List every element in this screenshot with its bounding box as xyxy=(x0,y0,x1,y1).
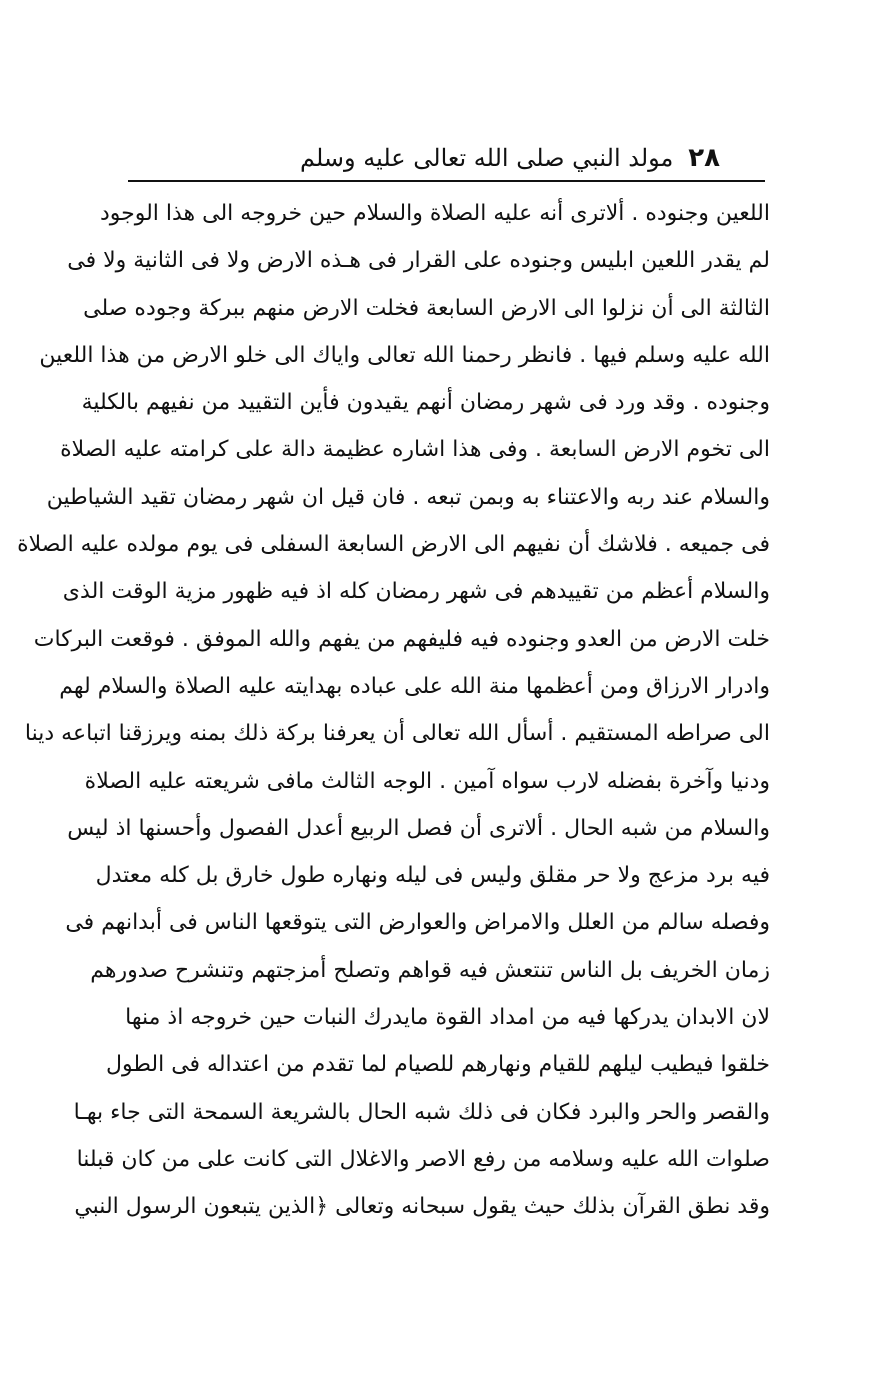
running-title: مولد النبي صلى الله تعالى عليه وسلم xyxy=(300,144,674,172)
text-line: وقد نطق القرآن بذلك حيث يقول سبحانه وتعالى ﴿الذين يتبعون الرسول النبي xyxy=(74,1194,770,1220)
text-line: خلت الارض من العدو وجنوده فيه فليفهم من يفهم والله الموفق . فوقعت البركات xyxy=(33,626,770,652)
text-line: زمان الخريف بل الناس تنتعش فيه قواهم وتصلح أمزجتهم وتنشرح صدورهم xyxy=(90,957,770,983)
text-line: ودنيا وآخرة بفضله لارب سواه آمين . الوجه الثالث مافى شريعته عليه الصلاة xyxy=(84,768,770,794)
text-line: وفصله سالم من العلل والامراض والعوارض التى يتوقعها الناس فى أبدانهم فى xyxy=(65,910,770,936)
header-rule xyxy=(128,180,765,182)
text-line: اللعين وجنوده . ألاترى أنه عليه الصلاة والسلام حين خروجه الى هذا الوجود xyxy=(99,201,770,226)
text-line: الله عليه وسلم فيها . فانظر رحمنا الله تعالى واياك الى خلو الارض من هذا اللعين xyxy=(39,342,770,368)
text-line: الثالثة الى أن نزلوا الى الارض السابعة فخلت الارض منهم ببركة وجوده صلى xyxy=(83,295,770,321)
page-header xyxy=(300,138,720,178)
text-line: فى جميعه . فلاشك أن نفيهم الى الارض السابعة السفلى فى يوم مولده عليه الصلاة xyxy=(17,532,770,558)
text-line: لم يقدر اللعين ابليس وجنوده على القرار فى هـذه الارض ولا فى الثانية ولا فى xyxy=(67,248,770,274)
text-line: الى صراطه المستقيم . أسأل الله تعالى أن يعرفنا بركة ذلك بمنه ويرزقنا اتباعه دينا xyxy=(24,721,770,747)
text-line: والسلام عند ربه والاعتناء به وبمن تبعه . فان قيل ان شهر رمضان تقيد الشياطين xyxy=(46,484,770,510)
body-text xyxy=(17,190,770,1231)
text-line: الى تخوم الارض السابعة . وفى هذا اشاره عظيمة دالة على كرامته عليه الصلاة xyxy=(60,437,770,463)
page-number: ٢٨ xyxy=(688,143,720,173)
text-line: وادرار الارزاق ومن أعظمها منة الله على عباده بهدايته عليه الصلاة والسلام لهم xyxy=(59,673,770,699)
text-line: والسلام أعظم من تقييدهم فى شهر رمضان كله اذ فيه ظهور مزية الوقت الذى xyxy=(62,579,770,605)
text-line: خلقوا فيطيب ليلهم للقيام ونهارهم للصيام لما تقدم من اعتداله فى الطول xyxy=(105,1052,770,1078)
text-line: فيه برد مزعج ولا حر مقلق وليس فى ليله ونهاره طول خارق بل كله معتدل xyxy=(95,863,770,889)
text-line: لان الابدان يدركها فيه من امداد القوة مايدرك النبات حين خروجه اذ منها xyxy=(125,1005,770,1031)
text-line: صلوات الله عليه وسلامه من رفع الاصر والاغلال التى كانت على من كان قبلنا xyxy=(76,1146,770,1172)
text-line: والسلام من شبه الحال . ألاترى أن فصل الربيع أعدل الفصول وأحسنها اذ ليس xyxy=(67,815,770,841)
text-line: والقصر والحر والبرد فكان فى ذلك شبه الحال بالشريعة السمحة التى جاء بهـا xyxy=(73,1099,770,1125)
text-line: وجنوده . وقد ورد فى شهر رمضان أنهم يقيدون فأين التقييد من نفيهم بالكلية xyxy=(81,390,770,416)
